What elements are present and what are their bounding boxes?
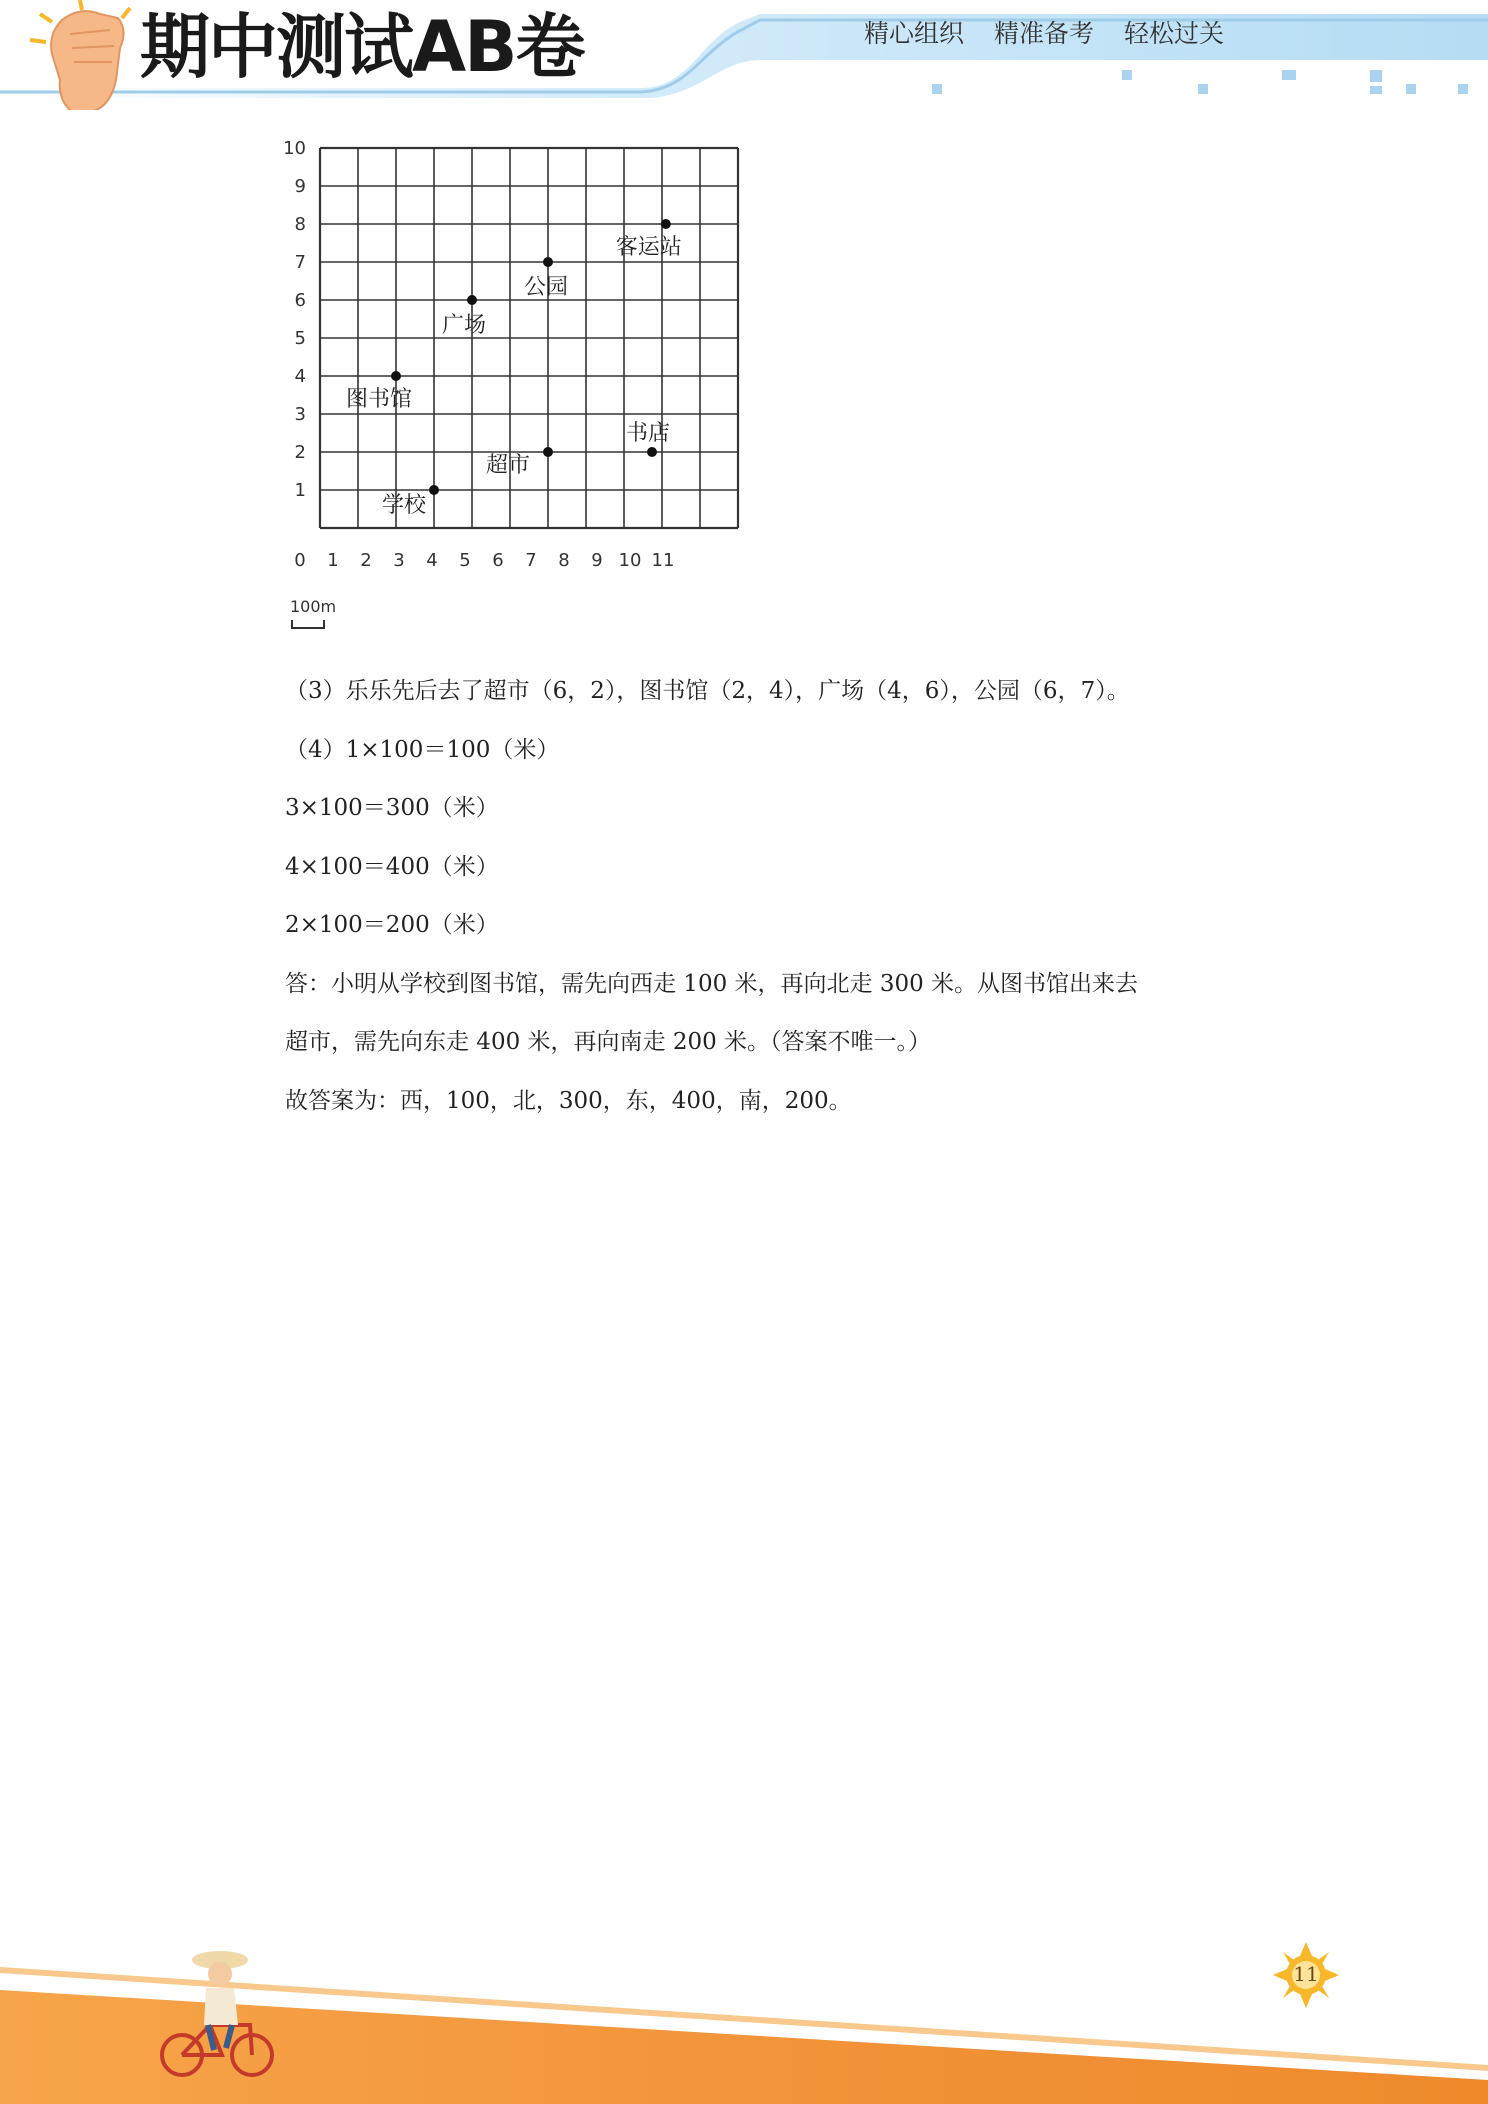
text-line-1: （3）乐乐先后去了超市（6，2），图书馆（2，4），广场（4，6），公园（6，7）。	[285, 678, 1130, 704]
text-line-3: 3×100＝300（米）	[285, 795, 499, 821]
y-tick-label: 2	[294, 442, 306, 463]
point-label: 广场	[442, 313, 487, 338]
y-tick-label: 3	[294, 404, 306, 425]
point-label: 客运站	[615, 235, 682, 260]
x-tick-label: 1	[327, 550, 339, 571]
point-label: 学校	[382, 493, 427, 518]
point-label: 公园	[524, 275, 569, 300]
point-marker	[661, 219, 671, 229]
y-tick-label: 8	[294, 214, 306, 235]
text-line-8: 故答案为：西，100，北，300，东，400，南，200。	[285, 1088, 852, 1114]
x-tick-label: 11	[651, 550, 675, 571]
y-tick-label: 7	[294, 252, 306, 273]
text-line-2: （4）1×100＝100（米）	[285, 737, 560, 763]
page-footer	[0, 1930, 1488, 2104]
x-tick-label: 5	[459, 550, 471, 571]
y-axis-ticks	[283, 138, 306, 501]
scale-label: 100m	[290, 597, 337, 616]
coordinate-grid-figure	[280, 138, 760, 648]
x-axis-ticks	[294, 550, 674, 571]
x-tick-label: 0	[294, 550, 306, 571]
x-tick-label: 6	[492, 550, 504, 571]
y-tick-label: 10	[283, 138, 306, 159]
slogan-2: 精准备考	[994, 19, 1095, 48]
point-marker	[429, 485, 439, 495]
point-label: 超市	[486, 453, 531, 478]
scale-bar	[290, 597, 336, 628]
x-tick-label: 2	[360, 550, 372, 571]
scale-bracket	[292, 620, 324, 628]
point-marker	[647, 447, 657, 457]
point-label: 图书馆	[346, 387, 413, 412]
x-tick-label: 9	[591, 550, 603, 571]
x-tick-label: 10	[618, 550, 642, 571]
y-tick-label: 5	[294, 328, 306, 349]
text-line-4: 4×100＝400（米）	[285, 854, 499, 880]
header-title: 期中测试AB卷	[140, 6, 584, 88]
point-label: 书店	[626, 421, 671, 446]
text-line-6: 答：小明从学校到图书馆，需先向西走 100 米，再向北走 300 米。从图书馆出来去	[285, 971, 1139, 997]
slogan-3: 轻松过关	[1124, 19, 1225, 48]
x-tick-label: 4	[426, 550, 438, 571]
x-tick-label: 3	[393, 550, 405, 571]
header-slogans	[864, 14, 1254, 50]
footer-decoration	[0, 1930, 1488, 2104]
page-header	[0, 0, 1488, 110]
point-marker	[543, 447, 553, 457]
text-line-7: 超市，需先向东走 400 米，再向南走 200 米。（答案不唯一。）	[285, 1029, 932, 1055]
point-marker	[391, 371, 401, 381]
y-tick-label: 9	[294, 176, 306, 197]
slogan-1: 精心组织	[864, 19, 965, 48]
y-tick-label: 4	[294, 366, 306, 387]
point-marker	[543, 257, 553, 267]
point-marker	[467, 295, 477, 305]
y-tick-label: 6	[294, 290, 306, 311]
text-line-5: 2×100＝200（米）	[285, 912, 499, 938]
x-tick-label: 8	[558, 550, 570, 571]
y-tick-label: 1	[294, 480, 306, 501]
x-tick-label: 7	[525, 550, 537, 571]
page-number: 11	[1293, 1962, 1319, 1986]
